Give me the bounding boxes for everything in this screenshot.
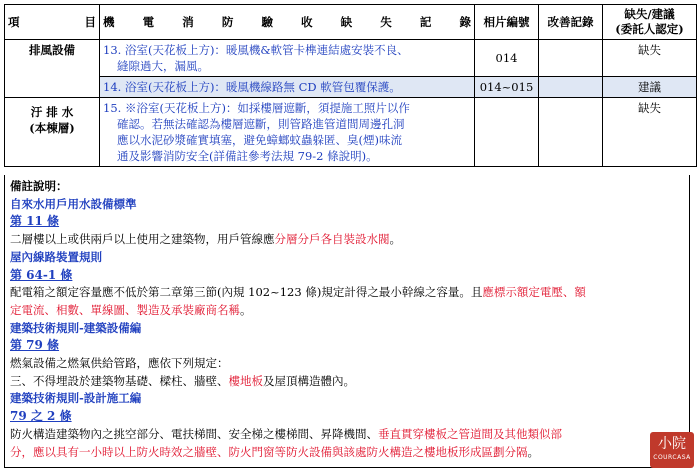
defect-line: 浴室(天花板上方)：暖風機線路無 CD 軟管包覆保護。 (124, 80, 401, 94)
header-title-char: 失 (380, 15, 392, 29)
article-number: 第 64-1 條 (10, 267, 73, 282)
header-title-char: 收 (301, 15, 313, 29)
header-title-char: 缺 (340, 15, 353, 29)
status-cell: 缺失 (603, 98, 697, 167)
header-item-char: 項 (8, 15, 20, 29)
law-title: 屋內線路裝置規則 (10, 249, 102, 264)
table-row (5, 98, 697, 167)
defect-text (100, 77, 475, 98)
note-text: 。 (527, 444, 539, 459)
defect-line: 確認。若無法確認為樓層遮斷，則管路進管道間周邊孔洞 (117, 117, 405, 131)
defect-number: 13. (103, 43, 122, 57)
highlighted-text: 定電流、相數、單線圖、製造及承裝廠商名稱 (10, 302, 240, 317)
law-title: 建築技術規則-設計施工編 (10, 391, 142, 406)
defect-number: 14. (103, 80, 122, 94)
photo-number (475, 98, 539, 167)
highlighted-text: 分，應以具有一小時以上防火時效之牆壁、防火門窗等防火設備與該處防火構造之樓地板形成區劃分隔 (10, 444, 528, 459)
header-title-char: 記 (419, 15, 432, 29)
note-line (10, 373, 686, 391)
logo-text: 小院 (658, 436, 686, 452)
defect-line: 縫隙過大，漏風。 (117, 59, 209, 73)
note-text: 燃氣設備之燃氣供給管路，應依下列規定： (10, 356, 229, 371)
article-number: 第 11 條 (10, 214, 60, 229)
header-item-char: 目 (84, 15, 96, 29)
note-text: 。 (389, 232, 401, 247)
note-line (10, 302, 686, 320)
header-status-sub: (委託人認定) (615, 22, 684, 36)
notes-title: 備註說明： (10, 179, 68, 193)
defect-number: 15. (103, 101, 122, 115)
category-sub-label: (本棟層) (29, 121, 75, 135)
courcasa-logo (650, 432, 694, 468)
defects-table (4, 4, 697, 167)
article-number: 79 之 2 條 (10, 409, 72, 424)
header-photo-no: 相片編號 (475, 5, 539, 40)
record-cell (539, 77, 603, 98)
defect-line: 通及影響消防安全(詳備註參考法規 79-2 條說明)。 (117, 149, 378, 163)
defect-text (100, 40, 475, 77)
header-record: 改善記錄 (539, 5, 603, 40)
highlighted-text: 垂直貫穿樓板之管道間及其他類似部 (378, 426, 562, 441)
header-defects-title (100, 5, 475, 40)
header-title-char: 驗 (261, 15, 273, 29)
category-label: 排風設備 (29, 43, 75, 57)
header-title-char: 機 (103, 15, 115, 29)
status-cell: 缺失 (603, 40, 697, 77)
notes-section (4, 175, 690, 468)
table-header-row (5, 5, 697, 40)
article-number: 第 79 條 (10, 338, 60, 353)
photo-number: 014~015 (475, 77, 539, 98)
note-line (10, 284, 686, 302)
header-status-label: 缺失/建議 (624, 7, 675, 21)
logo-subtext: COURCASA (653, 454, 691, 461)
note-text: 配電箱之額定容量應不低於第二章第三節(內規 102~123 條)規定計得之最小幹線之容量。且 (10, 285, 483, 300)
note-line (10, 426, 686, 444)
header-title-char: 錄 (459, 15, 471, 29)
defect-line: 浴室(天花板上方)：暖風機&軟管卡榫連結處安裝不良、 (124, 43, 409, 57)
defect-line: ※浴室(天花板上方)：如採樓層遮斷，須提施工照片以作 (124, 101, 410, 115)
status-cell: 建議 (603, 77, 697, 98)
header-item (5, 5, 100, 40)
category-cell (5, 40, 100, 98)
law-title: 建築技術規則-建築設備編 (10, 320, 142, 335)
note-text: 及屋頂構造體內。 (263, 373, 355, 388)
highlighted-text: 應標示額定電壓、額 (482, 285, 586, 300)
note-text: 三、不得埋設於建築物基礎、樑柱、牆壁、 (10, 373, 229, 388)
header-title-char: 防 (221, 15, 234, 29)
highlighted-text: 分層分戶各自裝設水閥 (274, 232, 390, 247)
note-line (10, 231, 686, 249)
law-title: 自來水用戶用水設備標準 (10, 196, 137, 211)
header-title-char: 電 (142, 15, 155, 29)
table-row (5, 40, 697, 77)
note-line (10, 444, 686, 462)
header-title-char: 消 (182, 15, 194, 29)
header-status (603, 5, 697, 40)
note-text: 二層樓以上或供兩戶以上使用之建築物，用戶管線應 (10, 232, 275, 247)
record-cell (539, 40, 603, 77)
note-text: 。 (240, 302, 252, 317)
note-text: 防火構造建築物內之挑空部分、電扶梯間、安全梯之樓梯間、昇降機間、 (10, 426, 378, 441)
table-row (5, 77, 697, 98)
photo-number: 014 (475, 40, 539, 77)
defect-line: 應以水泥砂漿確實填塞，避免蟑螂蚊蟲躲匿、臭(煙)味流 (117, 133, 402, 147)
highlighted-text: 樓地板 (228, 373, 263, 388)
defect-text (100, 98, 475, 167)
category-cell (5, 98, 100, 167)
record-cell (539, 98, 603, 167)
category-label: 汙 排 水 (30, 105, 74, 119)
note-line (10, 355, 686, 373)
